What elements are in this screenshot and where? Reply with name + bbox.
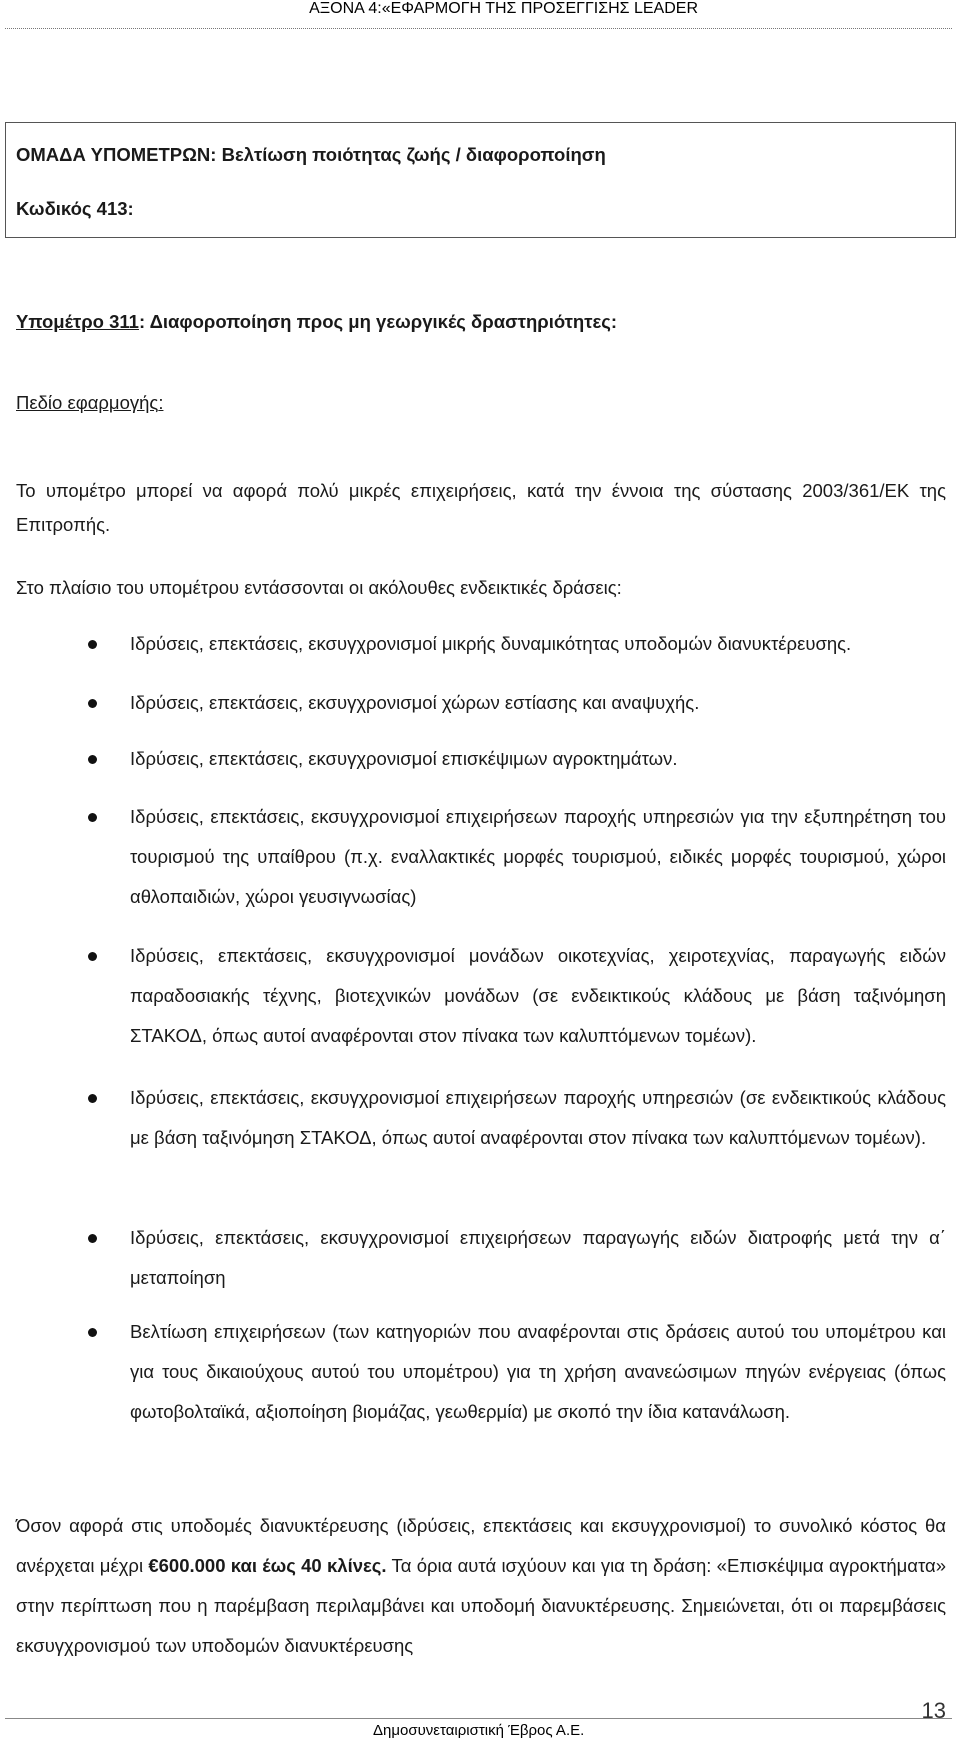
measure-group-box <box>5 122 956 238</box>
bullet-icon <box>88 640 97 649</box>
measure-code: Κωδικός 413: <box>16 198 134 219</box>
header-divider <box>5 28 952 29</box>
scope-colon: : <box>158 392 164 413</box>
page-number: 13 <box>921 1698 946 1723</box>
bullet-icon <box>88 952 97 961</box>
action-item: Ιδρύσεις, επεκτάσεις, εκσυγχρονισμοί επιχειρήσεων παροχής υπηρεσιών για την εξυπηρέτηση του τουρισμού της υπαίθρου (π.χ. εναλλακτικές μορφές τουρισμού, ειδικές μορφές τουρισμού, χώροι αθλοπαιδιών, χώροι γευσιγνωσίας) <box>130 806 946 907</box>
bullet-icon <box>88 1094 97 1103</box>
scope-label: Πεδίο εφαρμογής <box>16 392 159 413</box>
action-item: Ιδρύσεις, επεκτάσεις, εκσυγχρονισμοί χώρων εστίασης και αναψυχής. <box>130 692 700 713</box>
action-item: Ιδρύσεις, επεκτάσεις, εκσυγχρονισμοί μονάδων οικοτεχνίας, χειροτεχνίας, παραγωγής ειδών παραδοσιακής τέχνης, βιοτεχνικών μονάδων (σε ενδεικτικούς κλάδους με βάση ταξινόμηση ΣΤΑΚΟΔ, όπως αυτοί αναφέρονται στον πίνακα των καλυπτόμενων τομέων). <box>130 945 946 1046</box>
submeasure-label: Υπομέτρο 311 <box>16 311 139 332</box>
scope-paragraph: Το υπομέτρο μπορεί να αφορά πολύ μικρές επιχειρήσεις, κατά την έννοια της σύστασης 2003/361/ΕΚ της Επιτροπής. <box>16 480 946 535</box>
submeasure-title: : Διαφοροποίηση προς μη γεωργικές δραστηριότητες: <box>138 311 618 332</box>
bullet-icon <box>88 1234 97 1243</box>
actions-intro: Στο πλαίσιο του υπομέτρου εντάσσονται οι ακόλουθες ενδεικτικές δράσεις: <box>16 577 622 598</box>
action-item: Ιδρύσεις, επεκτάσεις, εκσυγχρονισμοί επιχειρήσεων παραγωγής ειδών διατροφής μετά την α΄ μεταποίηση <box>130 1227 946 1288</box>
bullet-icon <box>88 813 97 822</box>
final-text-part2: Τα όρια αυτά ισχύουν και για τη δράση: «Επισκέψιμα αγροκτήματα» στην περίπτωση που η παρέμβαση περιλαμβάνει και υποδομή διανυκτέρευσης. Σημειώνεται, ότι οι παρεμβάσεις εκσυγχρονισμού των υποδομών διανυκτέρευσης <box>16 1555 946 1656</box>
measure-group-title: ΟΜΑΔΑ ΥΠΟΜΕΤΡΩΝ: Βελτίωση ποιότητας ζωής / διαφοροποίηση <box>16 144 606 165</box>
action-item: Ιδρύσεις, επεκτάσεις, εκσυγχρονισμοί μικρής δυναμικότητας υποδομών διανυκτέρευσης. <box>130 633 852 654</box>
action-item: Ιδρύσεις, επεκτάσεις, εκσυγχρονισμοί επιχειρήσεων παροχής υπηρεσιών (σε ενδεικτικούς κλάδους με βάση ταξινόμηση ΣΤΑΚΟΔ, όπως αυτοί αναφέρονται στον πίνακα των καλυπτόμενων τομέων). <box>130 1087 946 1148</box>
action-item: Ιδρύσεις, επεκτάσεις, εκσυγχρονισμοί επισκέψιμων αγροκτημάτων. <box>130 748 678 769</box>
bullet-icon <box>88 1328 97 1337</box>
page-header <box>0 0 960 28</box>
header-title: ΑΞΟΝΑ 4:«ΕΦΑΡΜΟΓΗ ΤΗΣ ΠΡΟΣΕΓΓΙΣΗΣ LEADER <box>309 0 698 17</box>
final-text-part1: Όσον αφορά στις υποδομές διανυκτέρευσης (ιδρύσεις, επεκτάσεις και εκσυγχρονισμοί) το συνολικό κόστος θα ανέρχεται μέχρι <box>16 1515 946 1576</box>
scope-heading <box>16 392 163 414</box>
accommodation-cost-paragraph <box>16 1506 946 1666</box>
action-item: Βελτίωση επιχειρήσεων (των κατηγοριών που αναφέρονται στις δράσεις αυτού του υπομέτρου και για τους δικαιούχους αυτού του υπομέτρου) για τη χρήση ανανεώσιμων πηγών ενέργειας (όπως φωτοβολταϊκά, αξιοποίηση βιομάζας, γεωθερμία) με σκοπό την ίδια κατανάλωση. <box>130 1321 946 1422</box>
footer-company: Δημοσυνεταιριστική Έβρος Α.Ε. <box>373 1722 585 1739</box>
cost-limit: €600.000 και έως 40 κλίνες. <box>148 1555 387 1576</box>
bullet-icon <box>88 699 97 708</box>
footer-divider <box>5 1718 952 1719</box>
submeasure-heading <box>16 311 617 333</box>
bullet-icon <box>88 755 97 764</box>
